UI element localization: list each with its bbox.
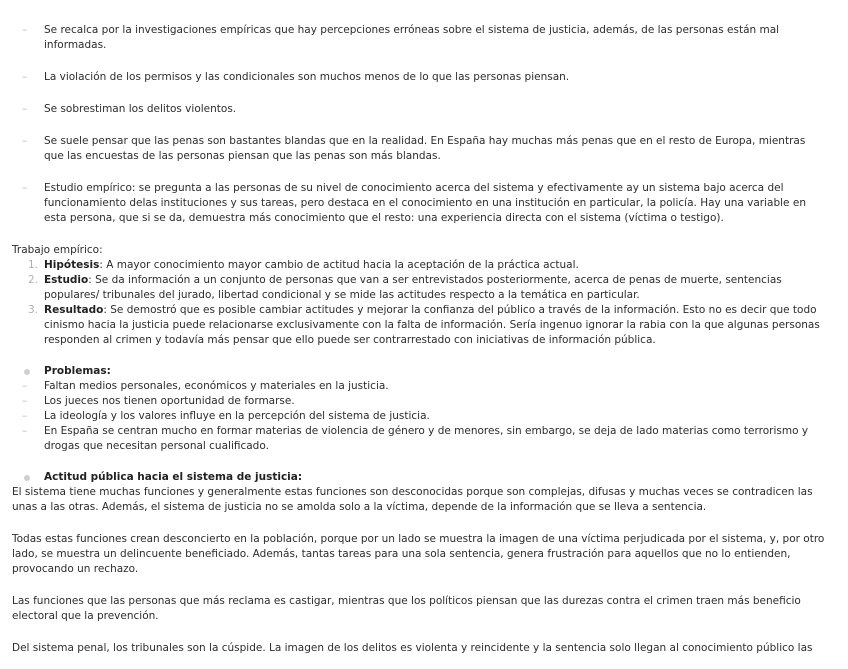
- item-label: Estudio: [44, 274, 89, 286]
- dash-marker: –: [22, 71, 28, 83]
- number-marker: 1.: [27, 259, 38, 271]
- dash-marker: –: [22, 395, 28, 407]
- list-item: [0, 23, 848, 53]
- list-item-text: Se sobrestiman los delitos violentos.: [44, 103, 237, 115]
- list-item: [0, 409, 848, 424]
- dash-marker: –: [22, 135, 28, 147]
- attitude-heading: Actitud pública hacia el sistema de justicia:: [44, 471, 303, 483]
- list-item-text: Faltan medios personales, económicos y materiales en la justicia.: [44, 380, 389, 392]
- item-text: : Se da información a un conjunto de personas que van a ser entrevistados posteriormente, acerca de penas de muerte, sentencias populares/ tribunales del jurado, libertad condicional y se mide las actitudes respecto a la temática en particular.: [44, 274, 782, 301]
- list-item: [0, 424, 848, 454]
- list-item-text: La ideología y los valores influye en la percepción del sistema de justicia.: [44, 410, 430, 422]
- dash-marker: –: [22, 380, 28, 392]
- section-heading: Trabajo empírico:: [12, 244, 103, 256]
- list-item-text: Se suele pensar que las penas son bastantes blandas que en la realidad. En España hay muchas más penas que en el resto de Europa, mientras que las encuestas de las personas piensan que las penas son más blandas.: [44, 135, 806, 162]
- dash-marker: –: [22, 425, 28, 437]
- problems-heading: Problemas:: [44, 365, 111, 377]
- list-item: [0, 134, 848, 164]
- numbered-item: [0, 303, 848, 348]
- item-label: Resultado: [44, 304, 104, 316]
- dash-marker: –: [22, 24, 28, 36]
- list-item: [0, 70, 848, 85]
- paragraph: Del sistema penal, los tribunales son la cúspide. La imagen de los delitos es violenta y reincidente y la sentencia solo llegan al conocimiento público las: [12, 642, 813, 654]
- list-item-text: Se recalca por la investigaciones empíricas que hay percepciones erróneas sobre el sistema de justicia, además, de las personas están mal informadas.: [44, 24, 780, 51]
- list-item-text: Los jueces nos tienen oportunidad de formarse.: [44, 395, 295, 407]
- bullet-heading: [0, 470, 848, 485]
- bullet-dot: [24, 475, 30, 481]
- numbered-item: [0, 258, 848, 273]
- list-item: [0, 181, 848, 226]
- paragraph: El sistema tiene muchas funciones y generalmente estas funciones son desconocidas porque son complejas, difusas y muchas veces se contradicen las unas a las otras. Además, el sistema de justicia no se amolda solo a la víctima, depende de la información que se lleva a sentencia.: [12, 486, 813, 513]
- number-marker: 3.: [27, 304, 38, 316]
- paragraph: Las funciones que las personas que más reclama es castigar, mientras que los políticos piensan que las durezas contra el crimen traen más beneficio electoral que la prevención.: [12, 595, 801, 622]
- item-label: Hipótesis: [44, 259, 100, 271]
- list-item-text: En España se centran mucho en formar materias de violencia de género y de menores, sin embargo, se deja de lado materias como terrorismo y drogas que necesitan personal cualificado.: [44, 425, 809, 452]
- item-text: : A mayor conocimiento mayor cambio de actitud hacia la aceptación de la práctica actual.: [99, 259, 579, 271]
- list-item-text: La violación de los permisos y las condicionales son muchos menos de lo que las personas piensan.: [44, 71, 570, 83]
- list-item-text: Estudio empírico: se pregunta a las personas de su nivel de conocimiento acerca del sistema y efectivamente ay un sistema bajo acerca del funcionamiento delas instituciones y sus tareas, pero destaca en el conocimiento en una institución en particular, la policía. Hay una variable en esta persona, que si se da, demuestra más conocimiento que el resto: una experiencia directa con el sistema (víctima o testigo).: [44, 182, 806, 224]
- bullet-dot: [24, 369, 30, 375]
- list-item: [0, 394, 848, 409]
- item-text: : Se demostró que es posible cambiar actitudes y mejorar la confianza del público a través de la información. Esto no es decir que todo cinismo hacia la justicia puede relacionarse exclusivamente con la falta de información. Sería ingenuo ignorar la rabia con la que algunas personas responden al crimen y todavía más pensar que ello puede ser contrarrestado con iniciativas de información pública.: [44, 304, 820, 346]
- dash-marker: –: [22, 410, 28, 422]
- paragraph: Todas estas funciones crean desconcierto en la población, porque por un lado se muestra la imagen de una víctima perjudicada por el sistema, y, por otro lado, se muestra un delincuente beneficiado. Además, tantas tareas para una sola sentencia, genera frustración para aquellos que no lo entienden, provocando un rechazo.: [12, 533, 825, 575]
- number-marker: 2.: [27, 274, 38, 286]
- dash-marker: –: [22, 182, 28, 194]
- numbered-item: [0, 273, 848, 303]
- dash-marker: –: [22, 103, 28, 115]
- list-item: [0, 102, 848, 117]
- list-item: [0, 379, 848, 394]
- bullet-heading: [0, 364, 848, 379]
